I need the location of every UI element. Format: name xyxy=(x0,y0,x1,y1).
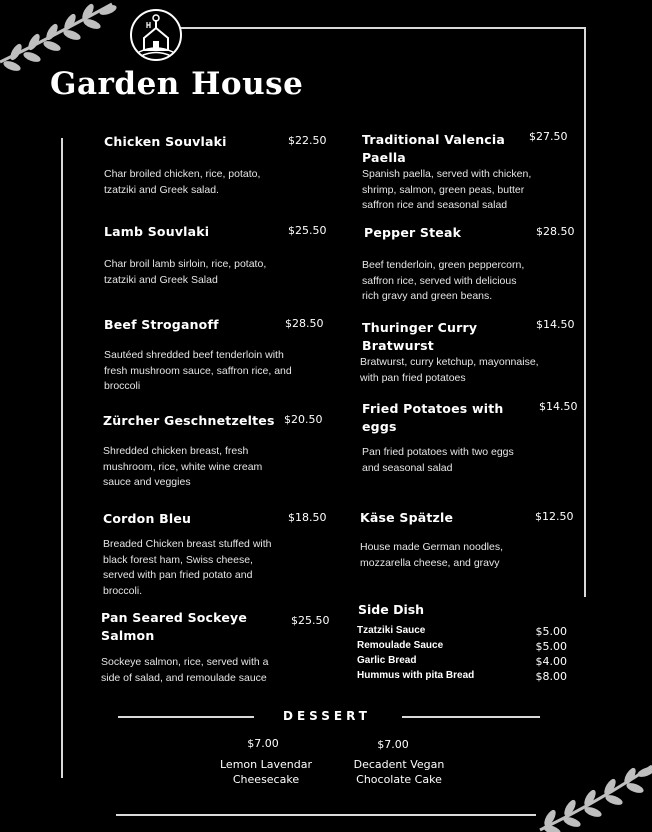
dessert-name: Lemon Lavendar Cheesecake xyxy=(220,758,312,786)
menu-item-description: Char broil lamb sirloin, rice, potato, tzatziki and Greek Salad xyxy=(104,258,267,286)
menu-item-price: $25.50 xyxy=(291,614,330,627)
side-dish-name: Garlic Bread xyxy=(357,655,417,666)
house-moon-logo-icon xyxy=(129,8,183,62)
menu-item-name: Pepper Steak xyxy=(364,225,462,240)
menu-item-description: Sautéed shredded beef tenderloin with fresh mushroom sauce, saffron rice, and broccoli xyxy=(104,349,292,392)
menu-item-description: House made German noodles, mozzarella cheese, and gravy xyxy=(360,541,503,569)
side-dish-section xyxy=(357,602,569,692)
side-dish-name: Remoulade Sauce xyxy=(357,640,444,651)
menu-item-description: Shredded chicken breast, fresh mushroom, rice, white wine cream sauce and veggies xyxy=(103,445,263,488)
menu-item-price: $25.50 xyxy=(288,224,327,237)
side-dish-name: Hummus with pita Bread xyxy=(357,670,475,681)
menu-item-description: Pan fried potatoes with two eggs and seasonal salad xyxy=(362,446,514,474)
dessert-divider-right xyxy=(402,716,540,718)
menu-item-name: Beef Stroganoff xyxy=(104,317,219,332)
menu-item-name: Zürcher Geschnetzeltes xyxy=(103,413,275,428)
menu-item-description: Bratwurst, curry ketchup, mayonnaise, with pan fried potatoes xyxy=(360,356,539,384)
menu-item-name: Pan Seared Sockeye Salmon xyxy=(101,610,248,643)
side-dish-price: $5.00 xyxy=(535,640,567,653)
dessert-price: $7.00 xyxy=(247,737,279,750)
dessert-title: DESSERT xyxy=(283,709,371,723)
menu-item-price: $14.50 xyxy=(539,400,578,413)
side-dish-title: Side Dish xyxy=(358,602,425,617)
side-dish-row xyxy=(357,640,567,655)
frame-bottom-line xyxy=(116,814,536,816)
menu-item-price: $28.50 xyxy=(285,317,324,330)
side-dish-row xyxy=(357,655,567,670)
menu-item-description: Spanish paella, served with chicken, shrimp, salmon, green peas, butter saffron rice and seasonal salad xyxy=(362,168,532,211)
menu-item-price: $27.50 xyxy=(529,130,568,143)
restaurant-title: Garden House xyxy=(50,66,304,102)
dessert-divider-left xyxy=(118,716,254,718)
menu-item-name: Lamb Souvlaki xyxy=(104,224,210,239)
menu-item-name: Thuringer Curry Bratwurst xyxy=(362,320,478,353)
dessert-price: $7.00 xyxy=(377,738,409,751)
side-dish-row xyxy=(357,625,567,640)
menu-item-price: $22.50 xyxy=(288,134,327,147)
side-dish-price: $5.00 xyxy=(535,625,567,638)
menu-item-description: Char broiled chicken, rice, potato, tzatziki and Greek salad. xyxy=(104,168,261,196)
menu-item-price: $14.50 xyxy=(536,318,575,331)
side-dish-row xyxy=(357,670,567,685)
menu-item-price: $28.50 xyxy=(536,225,575,238)
menu-item-name: Traditional Valencia Paella xyxy=(362,132,506,165)
side-dish-price: $4.00 xyxy=(535,655,567,668)
side-dish-name: Tzatziki Sauce xyxy=(357,625,426,636)
leaf-branch-icon xyxy=(538,752,652,832)
menu-item-name: Käse Spätzle xyxy=(360,510,454,525)
frame-left-line xyxy=(61,138,63,778)
menu-item-name: Cordon Bleu xyxy=(103,511,192,526)
menu-item-name: Fried Potatoes with eggs xyxy=(362,401,504,434)
side-dish-price: $8.00 xyxy=(535,670,567,683)
menu-item-price: $12.50 xyxy=(535,510,574,523)
menu-item-price: $18.50 xyxy=(288,511,327,524)
menu-item-price: $20.50 xyxy=(284,413,323,426)
menu-item-description: Sockeye salmon, rice, served with a side of salad, and remoulade sauce xyxy=(101,656,269,684)
menu-item-name: Chicken Souvlaki xyxy=(104,134,227,149)
dessert-name: Decadent Vegan Chocolate Cake xyxy=(353,758,445,786)
menu-item-description: Beef tenderloin, green peppercorn, saffron rice, served with delicious rich gravy and green beans. xyxy=(362,259,525,302)
frame-top-line xyxy=(180,27,586,29)
frame-right-line xyxy=(584,27,586,597)
menu-item-description: Breaded Chicken breast stuffed with black forest ham, Swiss cheese, served with pan fried potato and broccoli. xyxy=(103,538,272,597)
